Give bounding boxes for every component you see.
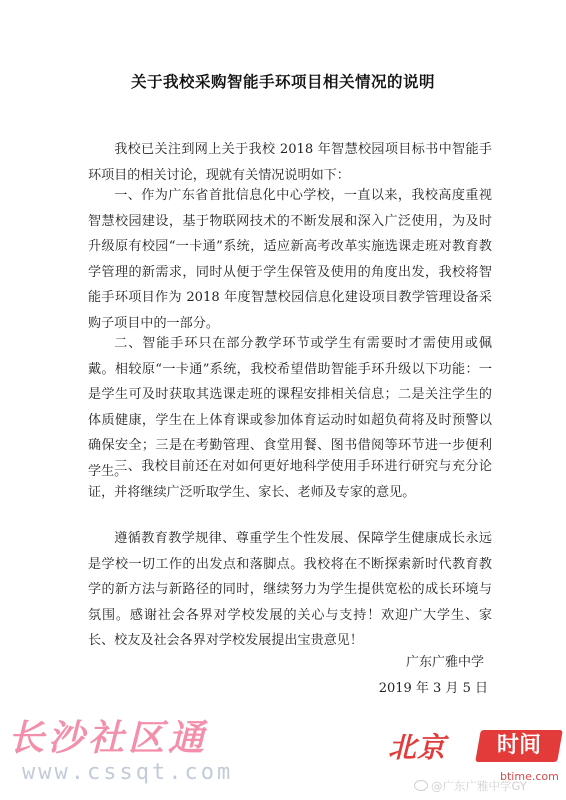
weibo-icon [414,780,428,791]
btime-logo-cn: 北京 [388,731,447,764]
paragraph-closing: 遵循教育教学规律、尊重学生个性发展、保障学生健康成长永远是学校一切工作的出发点和落脚点。我校将在不断探索新时代教育教学的新方法与新路径的同时，继续努力为学生提供宽松的成长环境与氛围。感谢社会各界对学校发展的关心与支持！欢迎广大学生、家长、校友及社会各界对学校发展提出宝贵意见！ [88,531,492,648]
signature-school: 广东广雅中学 [405,655,484,670]
watermark-cssqt-logo-text: 长沙社区通 [8,718,209,759]
paragraph-point-2: 二、智能手环只在部分教学环节或学生有需要时才需使用或佩戴。相较原“一卡通”系统，我校希望借助智能手环升级以下功能：一是学生可及时获取其选课走班的课程安排相关信息；二是关注学生的体质健康，学生在上体育课或参加体育运动时如超负荷将及时预警以确保安全；三是在考勤管理、食堂用餐、图书借阅等环节进一步便利学生。 [88,336,492,479]
paragraph-point-1: 一、作为广东省首批信息化中心学校，一直以来，我校高度重视智慧校园建设，基于物联网技术的不断发展和深入广泛使用，为及时升级原有校园“一卡通”系统，适应新高考改革实施选课走班对教育教学管理的新需求，同时从便于学生保管及使用的角度出发，我校将智能手环项目作为 2018 年度智慧校园信息化建设项目教学管理设备采购子项目中的一部分。 [88,188,492,331]
btime-logo [380,726,566,770]
paragraph-point-3: 三、我校目前还在对如何更好地科学使用手环进行研究与充分论证，并将继续广泛听取学生、家长、老师及专家的意见。 [88,459,492,500]
signature-date: 2019 年 3 月 5 日 [378,681,488,696]
weibo-handle: @广东广雅中学GY [431,779,527,793]
paragraph-intro: 我校已关注到网上关于我校 2018 年智慧校园项目标书中智能手环项目的相关讨论，现就有关情况说明如下： [88,142,492,183]
watermark-cssqt-url: www.cssqt.com [22,760,234,785]
btime-logo-box [475,730,563,762]
btime-logo-box-text: 时间 [496,733,541,758]
document-title: 关于我校采购智能手环项目相关情况的说明 [130,73,435,91]
watermark-cssqt [8,718,238,798]
weibo-watermark [414,778,527,794]
btime-site: btime.com [500,770,559,783]
